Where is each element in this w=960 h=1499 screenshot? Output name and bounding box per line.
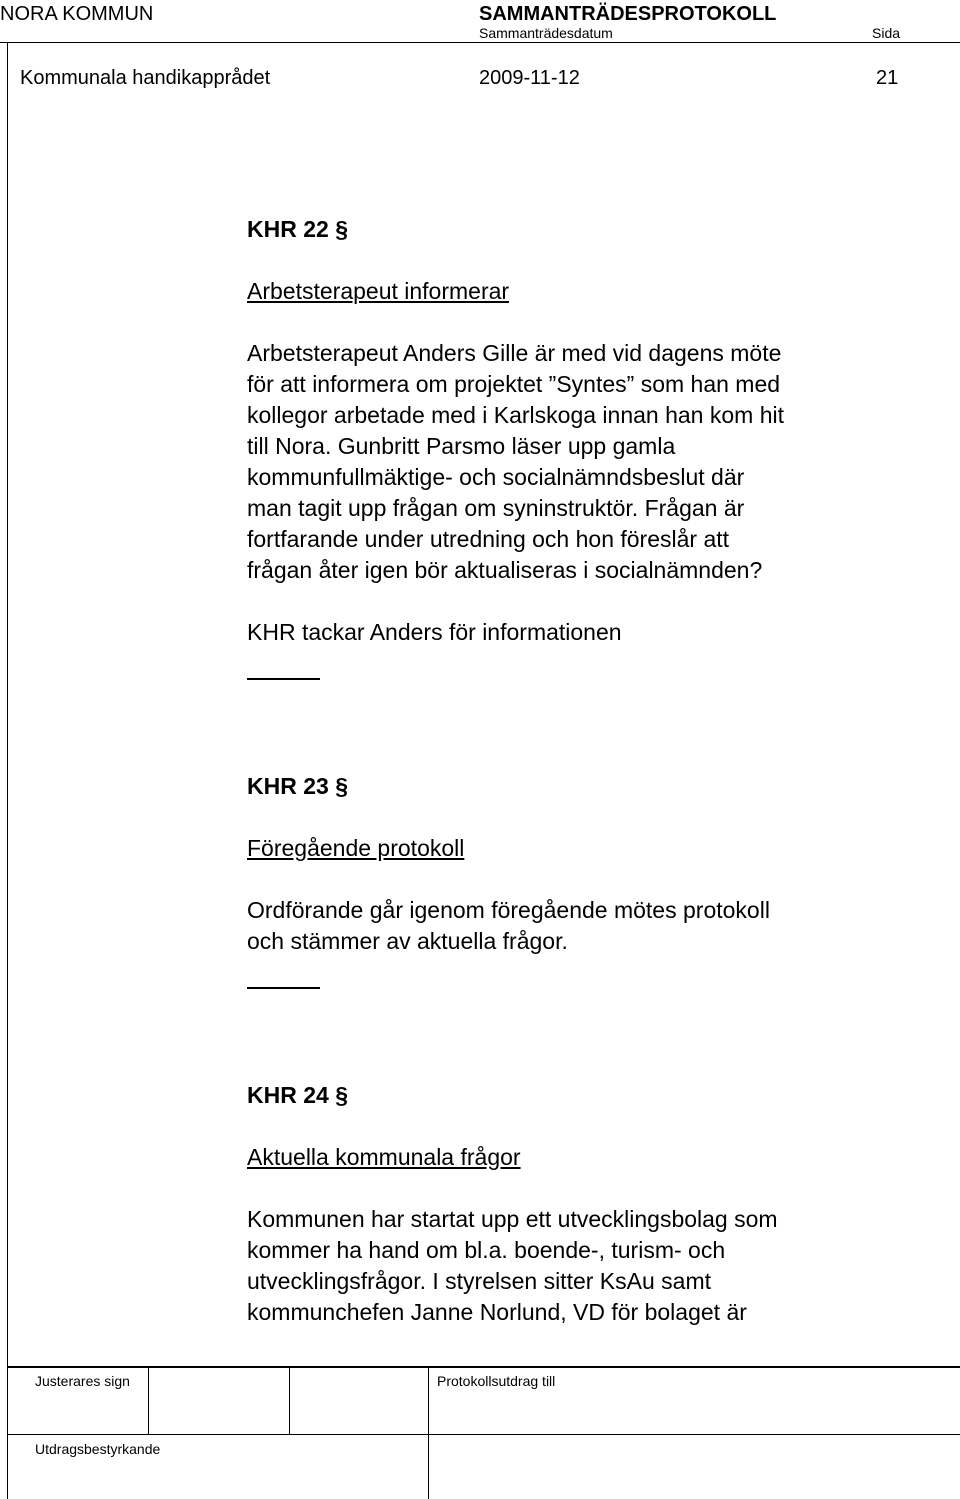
section-divider bbox=[247, 678, 320, 680]
sign-cell-divider bbox=[148, 1367, 149, 1434]
body-line: kollegor arbetade med i Karlskoga innan han kom hit bbox=[247, 402, 784, 428]
item-title: Föregående protokoll bbox=[247, 835, 465, 861]
page-label: Sida bbox=[872, 25, 901, 41]
item-title: Aktuella kommunala frågor bbox=[247, 1144, 521, 1170]
item-decision: KHR tackar Anders för informationen bbox=[247, 619, 622, 645]
protokollsutdrag-label: Protokollsutdrag till bbox=[437, 1373, 556, 1389]
justerare-label: Justerares sign bbox=[35, 1373, 130, 1389]
item-body bbox=[247, 338, 947, 586]
body-line: utvecklingsfrågor. I styrelsen sitter KsAu samt bbox=[247, 1268, 712, 1294]
committee-name: Kommunala handikapprådet bbox=[20, 67, 271, 89]
body-line: fortfarande under utredning och hon föreslår att bbox=[247, 526, 730, 552]
item-body bbox=[247, 895, 947, 957]
body-line: för att informera om projektet ”Syntes” som han med bbox=[247, 371, 781, 397]
footer-column-divider bbox=[428, 1367, 429, 1499]
body-line: kommunchefen Janne Norlund, VD för bolaget är bbox=[247, 1299, 747, 1325]
org-name: NORA KOMMUN bbox=[0, 3, 154, 25]
body-line: man tagit upp frågan om syninstruktör. Frågan är bbox=[247, 495, 745, 521]
sign-cell-divider bbox=[289, 1367, 290, 1434]
section-divider bbox=[247, 987, 320, 989]
item-number: KHR 24 § bbox=[247, 1082, 348, 1108]
body-line: kommer ha hand om bl.a. boende-, turism- och bbox=[247, 1237, 726, 1263]
body-line: Ordförande går igenom föregående mötes protokoll bbox=[247, 897, 770, 923]
item-body bbox=[247, 1204, 947, 1328]
date-label: Sammanträdesdatum bbox=[479, 25, 613, 41]
footer-row-rule bbox=[7, 1434, 960, 1435]
body-line: och stämmer av aktuella frågor. bbox=[247, 928, 568, 954]
footer-rule bbox=[7, 1366, 960, 1368]
doc-type: SAMMANTRÄDESPROTOKOLL bbox=[479, 3, 777, 25]
body-line: till Nora. Gunbritt Parsmo läser upp gamla bbox=[247, 433, 676, 459]
body-line: Arbetsterapeut Anders Gille är med vid dagens möte bbox=[247, 340, 782, 366]
body-line: frågan åter igen bör aktualiseras i socialnämnden? bbox=[247, 557, 763, 583]
page-number: 21 bbox=[876, 67, 899, 89]
body-line: kommunfullmäktige- och socialnämndsbeslut där bbox=[247, 464, 745, 490]
utdragsbestyrkande-label: Utdragsbestyrkande bbox=[35, 1441, 161, 1457]
meeting-date: 2009-11-12 bbox=[479, 67, 580, 89]
item-title: Arbetsterapeut informerar bbox=[247, 278, 510, 304]
item-number: KHR 23 § bbox=[247, 773, 348, 799]
body-line: Kommunen har startat upp ett utvecklingsbolag som bbox=[247, 1206, 778, 1232]
item-number: KHR 22 § bbox=[247, 216, 348, 242]
margin-rule bbox=[7, 42, 8, 1499]
header-rule bbox=[0, 42, 960, 43]
